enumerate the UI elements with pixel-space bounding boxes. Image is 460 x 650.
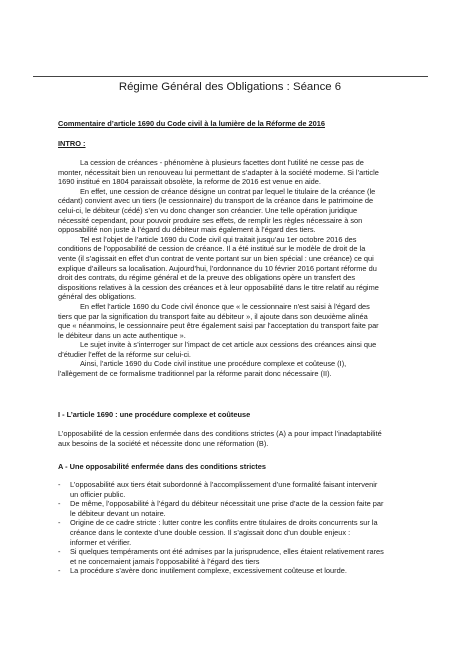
bullet-line: informer et vérifier. (70, 537, 132, 547)
bullet-item (58, 566, 418, 576)
intro-line: le débiteur dans un acte authentique ». (58, 330, 186, 340)
intro-line: Tel est l’objet de l’article 1690 du Code civil qui traitait jusqu’au 1er octobre 2016 des (80, 234, 357, 244)
bullet-line: créance dans le contexte d’une double cession. Il s’agissait donc d’un double enjeux : (70, 527, 351, 537)
bullet-item (58, 547, 418, 566)
intro-line: conditions de l’opposabilité de cession de créance. Il a été institué sur le modèle de droit de la (58, 244, 366, 254)
page-title: Régime Général des Obligations : Séance 6 (118, 81, 342, 93)
bullet-item (58, 518, 418, 547)
bullet-line: Origine de ce cadre stricte : lutter contre les conflits entre titulaires de droits concurrents sur la (70, 518, 378, 528)
bullet-dash: - (58, 499, 61, 509)
header-rule (33, 76, 428, 77)
bullet-dash: - (58, 566, 61, 576)
part1-body (58, 429, 418, 448)
intro-line: d’étudier l’effet de la réforme sur celui-ci. (58, 349, 191, 359)
intro-line: droit des contrats, du régime général et de la preuve des obligations opère un transfert des (58, 273, 356, 283)
intro-line: tiers que par la signification du transport faite au débiteur », il ajoute dans son deuxième alinéa (58, 311, 368, 321)
sectionA-heading: A - Une opposabilité enfermée dans des conditions strictes (58, 462, 266, 471)
part1-line: L’opposabilité de la cession enfermée dans des conditions strictes (A) a pour impact l’inadaptabilité (58, 429, 382, 438)
sectionA-heading-block (58, 462, 418, 472)
intro-line: En effet l’article 1690 du Code civil énonce que « le cessionnaire n'est saisi à l'égard des (80, 301, 370, 311)
intro-line: Le sujet invite à s’interroger sur l’impact de cet article aux cessions des créances ainsi que (80, 340, 377, 350)
intro-body (58, 158, 418, 379)
bullet-line: L’opposabilité aux tiers était subordonné à l’accomplissement d’une formalité faisant intervenir (70, 480, 378, 489)
bullet-line: La procédure s’avère donc inutilement complexe, excessivement coûteuse et lourde. (70, 566, 347, 576)
intro-line: 1690 institué en 1804 paraissait obsolète, la reforme de 2016 est venue en aide. (58, 177, 321, 187)
bullet-line: De même, l’opposabilité à l’égard du débiteur nécessitait une prise d’acte de la cession faite par (70, 499, 384, 509)
intro-line: que « néanmoins, le cessionnaire peut être également saisi par l'acceptation du transport faite par (58, 321, 379, 331)
intro-line: celui-ci, le débiteur (cédé) s’en vu donc changer son créancier. Une telle opération juridique (58, 205, 358, 215)
intro-line: cédant) convient avec un tiers (le cessionnaire) du transport de la créance dans le patrimoine de (58, 196, 374, 206)
intro-line: La cession de créances - phénomène à plusieurs facettes dont l’utilité ne cesse pas de (80, 158, 364, 167)
intro-line: monter, nécessitait bien un renouveau lui permettant de s’adapter à la société moderne. Si l’article (58, 167, 379, 177)
bullet-line: un officier public. (70, 489, 126, 499)
intro-line: nécessité cependant, pour pouvoir produire ses effets, de remplir les règles nécessaire à son (58, 215, 363, 225)
intro-line: explique d’ailleurs sa localisation. Aujourd’hui, l’ordonnance du 10 février 2016 portant réforme du (58, 263, 377, 273)
intro-line: opposabilité non juste à l’égard du débiteur mais également à l’égard des tiers. (58, 225, 316, 235)
bullet-line: le débiteur devant un notaire. (70, 508, 166, 518)
intro-heading-block (58, 139, 418, 149)
commentary-heading-block (58, 119, 418, 129)
bullet-dash: - (58, 547, 61, 557)
bullet-line: Si quelques tempéraments ont été admises par la jurisprudence, elles étaient relativement rares (70, 547, 384, 557)
intro-line: général des obligations. (58, 292, 137, 302)
part1-line: aux besoins de la société et nécessite donc une réformation (B). (58, 438, 269, 448)
intro-line: vente (il s’agissait en effet d’un contrat de vente portant sur un bien spécial : une créance) ce qui (58, 253, 374, 263)
bullet-item (58, 499, 418, 518)
part1-heading-block (58, 410, 418, 420)
bullet-dash: - (58, 518, 61, 528)
bullet-dash: - (58, 480, 61, 489)
intro-heading: INTRO : (58, 139, 86, 148)
intro-line: En effet, une cession de créance désigne un contrat par lequel le titulaire de la créance (le (80, 186, 376, 196)
part1-heading: I - L’article 1690 : une procédure complexe et coûteuse (58, 410, 251, 419)
bullet-line: et ne concernaient jamais l’opposabilité à l’égard des tiers (70, 556, 260, 566)
intro-line: Ainsi, l’article 1690 du Code civil institue une procédure complexe et coûteuse (I), (80, 359, 347, 369)
intro-line: dispositions relatives à la cession des créances et à leur opposabilité dans le titre relatif au régime (58, 282, 379, 292)
sectionA-bullets (58, 480, 418, 576)
commentary-heading: Commentaire d’article 1690 du Code civil à la lumière de la Réforme de 2016 (58, 119, 325, 128)
intro-line: l’allègement de ce formalisme traditionnel par la réforme parait donc nécessaire (II). (58, 369, 332, 379)
bullet-item (58, 480, 418, 499)
